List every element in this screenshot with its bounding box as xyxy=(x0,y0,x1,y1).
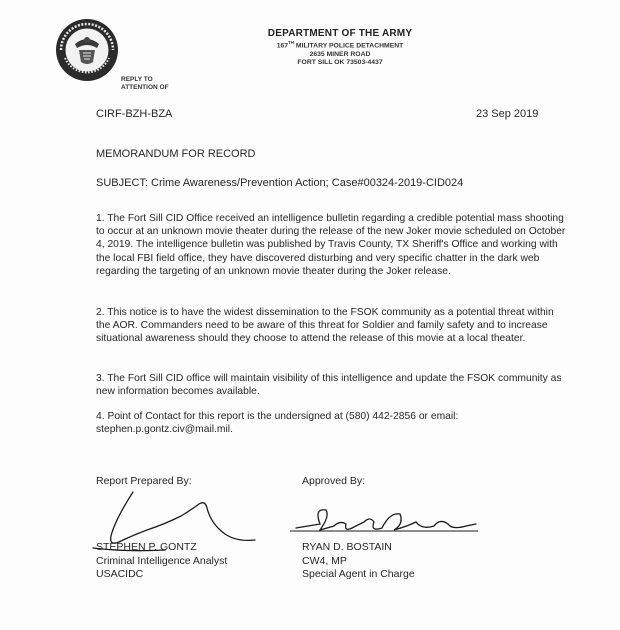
paragraph-4: 4. Point of Contact for this report is the undersigned at (580) 442-2856 or email: stephen.p.gontz.civ@mail.mil. xyxy=(96,411,459,436)
memo-title: MEMORANDUM FOR RECORD xyxy=(96,148,256,160)
preparer-title: Criminal Intelligence Analyst xyxy=(96,554,228,567)
preparer-name: STEPHEN P. GONTZ xyxy=(96,541,197,553)
paragraph-3: 3. The Fort Sill CID office will maintain visibility of this intelligence and update the FSOK community as new information becomes available. xyxy=(96,373,562,398)
approver-block xyxy=(302,541,415,582)
street-address: 2635 MINER ROAD xyxy=(309,50,371,58)
preparer-block xyxy=(96,541,227,582)
paragraph-1: 1. The Fort Sill CID Office received an intelligence bulletin regarding a credible potential mass shooting to occur at an unknown movie theater during the release of the new Joker movie scheduled on October 4, 2019. The intelligence bulletin was published by Travis County, TX Sheriff's Office and working with the local FBI field office, they have discovered disturbing and very specific chatter in the dark web regarding the targeting of an unknown movie theater during the Joker release. xyxy=(96,213,566,277)
unit-name: 167TH MILITARY POLICE DETACHMENT xyxy=(276,40,404,50)
paragraph-2: 2. This notice is to have the widest dissemination to the FSOK community as a potential threat within the AOR. Commanders need to be aware of this threat for Soldier and family safety and to increase situational awareness should they choose to attend the release of this movie at a local theater. xyxy=(96,307,554,345)
preparer-org: USACIDC xyxy=(96,568,144,580)
office-symbol: CIRF-BZH-BZA xyxy=(96,108,173,120)
department-of-army-seal xyxy=(55,18,119,82)
approved-by-label: Approved By: xyxy=(302,475,366,487)
reply-to-label: REPLY TO ATTENTION OF xyxy=(121,76,169,91)
city-address: FORT SILL OK 73503-4437 xyxy=(297,59,383,67)
memo-date: 23 Sep 2019 xyxy=(476,108,539,120)
letterhead xyxy=(230,28,450,68)
memo-subject: SUBJECT: Crime Awareness/Prevention Action; Case#00324-2019-CID024 xyxy=(96,177,464,189)
approver-rank: CW4, MP xyxy=(302,554,347,567)
approver-name: RYAN D. BOSTAIN xyxy=(302,541,392,553)
department-title: DEPARTMENT OF THE ARMY xyxy=(267,28,413,39)
approver-title: Special Agent in Charge xyxy=(302,568,415,580)
prepared-by-label: Report Prepared By: xyxy=(96,475,192,487)
approver-signature xyxy=(290,500,490,540)
